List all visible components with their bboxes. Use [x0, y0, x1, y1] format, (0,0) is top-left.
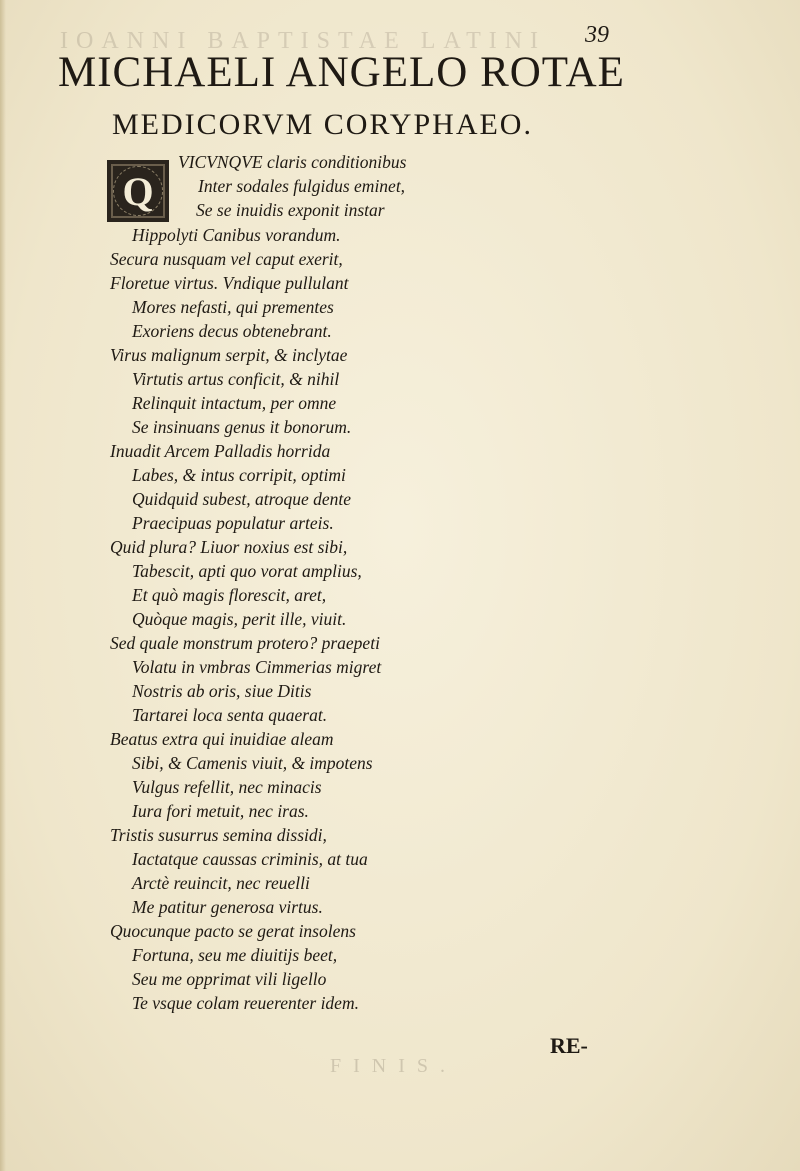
poem-line: Inuadit Arcem Palladis horrida	[110, 441, 331, 461]
poem-line: Sed quale monstrum protero? praepeti	[110, 633, 380, 653]
poem-line: Se se inuidis exponit instar	[196, 200, 385, 220]
poem-line: Sibi, & Camenis viuit, & impotens	[132, 753, 373, 773]
poem-line: Et quò magis florescit, aret,	[132, 585, 327, 605]
poem-line: Fortuna, seu me diuitijs beet,	[132, 945, 338, 965]
poem-line: Quòque magis, perit ille, viuit.	[132, 609, 347, 629]
dedication-title: MICHAELI ANGELO ROTAE	[58, 49, 625, 96]
poem-line: Praecipuas populatur arteis.	[132, 513, 334, 533]
catchword: RE-	[550, 1033, 588, 1058]
poem-line: Iura fori metuit, nec iras.	[132, 801, 309, 821]
poem-line: Quidquid subest, atroque dente	[132, 489, 352, 509]
dedication-subtitle: MEDICORVM CORYPHAEO.	[112, 108, 533, 141]
poem-line: Se insinuans genus it bonorum.	[132, 417, 352, 437]
poem-line: Quid plura? Liuor noxius est sibi,	[110, 537, 348, 557]
poem-line: Relinquit intactum, per omne	[132, 393, 337, 413]
show-through-text-bottom: FINIS.	[330, 1055, 458, 1077]
poem-line: VICVNQVE claris conditionibus	[178, 152, 407, 172]
page-number: 39	[585, 22, 609, 48]
decorated-initial	[107, 160, 169, 222]
poem-line: Labes, & intus corripit, optimi	[132, 465, 346, 485]
poem-line: Secura nusquam vel caput exerit,	[110, 249, 343, 269]
poem-line: Arctè reuincit, nec reuelli	[132, 873, 310, 893]
poem-line: Nostris ab oris, siue Ditis	[132, 681, 312, 701]
poem-line: Virus malignum serpit, & inclytae	[110, 345, 348, 365]
show-through-text-top: IOANNI BAPTISTAE LATINI	[60, 28, 547, 54]
poem-line: Virtutis artus conficit, & nihil	[132, 369, 340, 389]
poem-line: Te vsque colam reuerenter idem.	[132, 993, 359, 1013]
poem-line: Seu me opprimat vili ligello	[132, 969, 327, 989]
poem-line: Hippolyti Canibus vorandum.	[132, 225, 341, 245]
poem-line: Vulgus refellit, nec minacis	[132, 777, 322, 797]
poem-line: Volatu in vmbras Cimmerias migret	[132, 657, 382, 677]
poem-line: Tabescit, apti quo vorat amplius,	[132, 561, 362, 581]
poem-line: Floretue virtus. Vndique pullulant	[110, 273, 349, 293]
initial-ornament	[113, 166, 163, 216]
poem-line: Me patitur generosa virtus.	[132, 897, 323, 917]
initial-letter: Q	[122, 168, 154, 214]
poem-line: Inter sodales fulgidus eminet,	[198, 176, 406, 196]
poem-line: Exoriens decus obtenebrant.	[132, 321, 332, 341]
poem-line: Tartarei loca senta quaerat.	[132, 705, 328, 725]
page-gutter-shadow	[0, 0, 6, 1171]
poem-line: Quocunque pacto se gerat insolens	[110, 921, 356, 941]
poem-line: Iactatque caussas criminis, at tua	[132, 849, 368, 869]
poem-line: Mores nefasti, qui prementes	[132, 297, 334, 317]
poem-line: Beatus extra qui inuidiae aleam	[110, 729, 334, 749]
poem-line: Tristis susurrus semina dissidi,	[110, 825, 327, 845]
